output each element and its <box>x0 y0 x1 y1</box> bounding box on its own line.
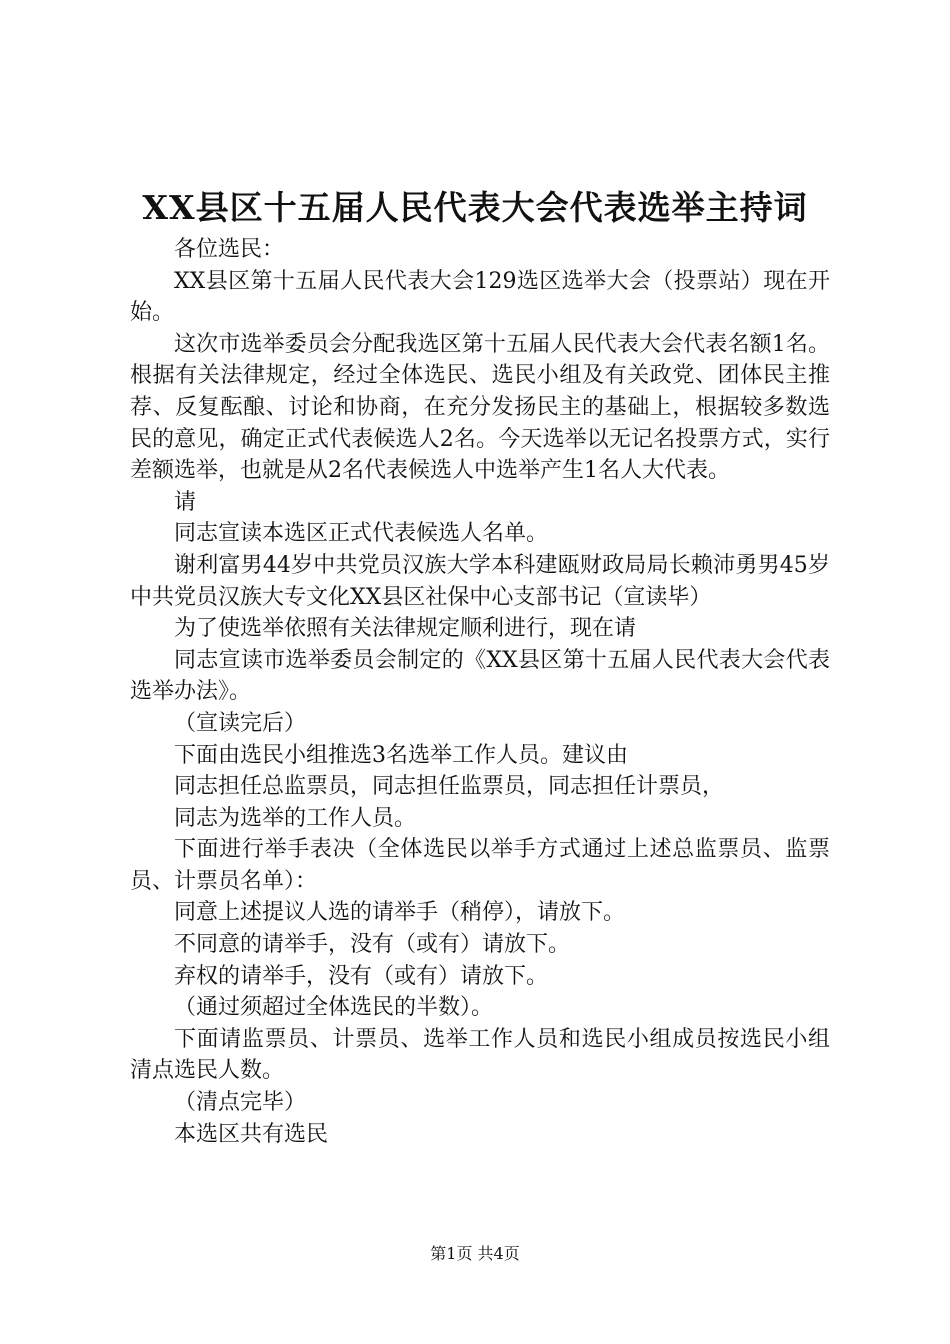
paragraph: 请 <box>174 489 197 515</box>
document-title: XX县区十五届人民代表大会代表选举主持词 <box>142 188 808 227</box>
paragraph: 本选区共有选民 <box>174 1121 329 1147</box>
paragraph: 同志宣读本选区正式代表候选人名单。 <box>174 521 549 547</box>
paragraph: 不同意的请举手，没有（或有）请放下。 <box>174 932 571 958</box>
paragraph: 谢利富男44岁中共党员汉族大学本科建瓯财政局局长赖沛勇男45岁中共党员汉族大专文化XX县区社保中心支部书记（宣读毕） <box>130 552 830 610</box>
paragraph: （通过须超过全体选民的半数）。 <box>174 995 494 1021</box>
paragraph: 为了使选举依照有关法律规定顺利进行，现在请 <box>174 616 637 642</box>
paragraph: 同志宣读市选举委员会制定的《XX县区第十五届人民代表大会代表选举办法》。 <box>130 647 830 705</box>
paragraph: 各位选民： <box>174 237 285 262</box>
paragraph: 下面由选民小组推选3名选举工作人员。建议由 <box>174 742 628 768</box>
paragraph: XX县区第十五届人民代表大会129选区选举大会（投票站）现在开始。 <box>130 268 830 326</box>
paragraph: 弃权的请举手，没有（或有）请放下。 <box>174 963 549 989</box>
paragraph: 同志为选举的工作人员。 <box>174 805 417 831</box>
document-body <box>130 234 830 1150</box>
page-number: 第1页 共4页 <box>430 1244 520 1263</box>
paragraph: （清点完毕） <box>174 1090 307 1116</box>
paragraph: 下面请监票员、计票员、选举工作人员和选民小组成员按选民小组清点选民人数。 <box>130 1026 830 1084</box>
paragraph: 下面进行举手表决（全体选民以举手方式通过上述总监票员、监票员、计票员名单）： <box>130 837 830 894</box>
paragraph: （宣读完后） <box>174 710 307 736</box>
paragraph: 同志担任总监票员，同志担任监票员，同志担任计票员， <box>174 774 725 800</box>
paragraph: 同意上述提议人选的请举手（稍停），请放下。 <box>174 900 626 926</box>
paragraph: 这次市选举委员会分配我选区第十五届人民代表大会代表名额1名。根据有关法律规定，经过全体选民、选民小组及有关政党、团体民主推荐、反复酝酿、讨论和协商，在充分发扬民主的基础上，根据较多数选民的意见，确定正式代表候选人2名。今天选举以无记名投票方式，实行差额选举，也就是从2名代表候选人中选举产生1名人大代表。 <box>130 331 830 484</box>
